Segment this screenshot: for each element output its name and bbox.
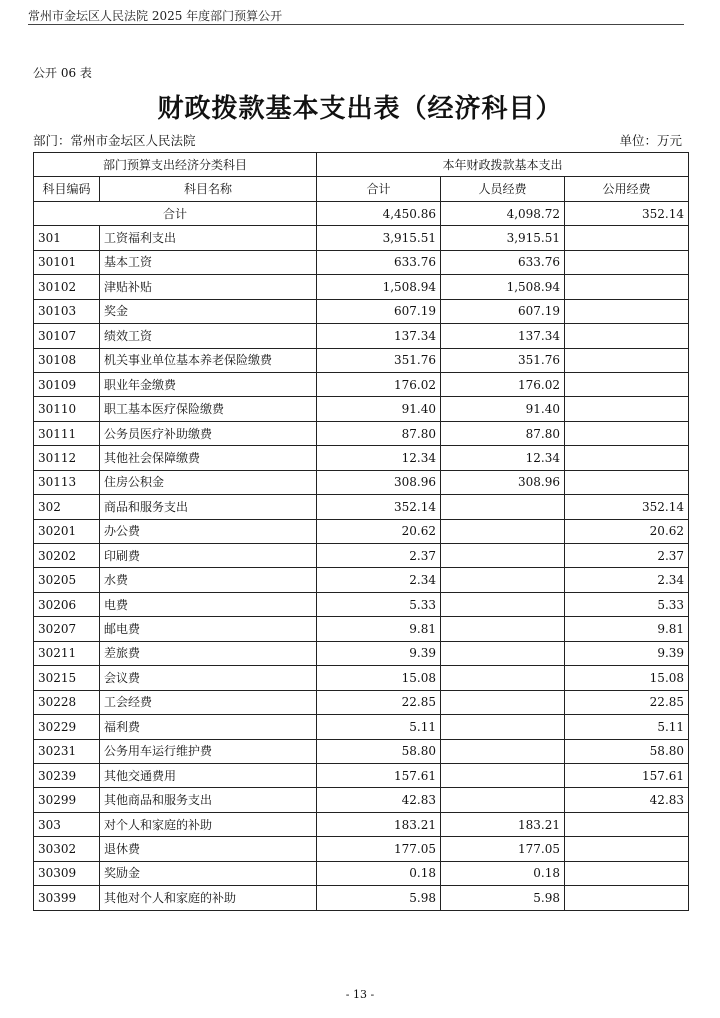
table-row (34, 470, 689, 494)
cell-name: 绩效工资 (100, 324, 317, 348)
cell-code: 30101 (34, 250, 100, 274)
cell-code: 30399 (34, 886, 100, 910)
cell-personnel (441, 641, 565, 665)
cell-public (565, 250, 689, 274)
cell-public (565, 812, 689, 836)
column-header-public: 公用经费 (565, 177, 689, 201)
cell-code: 30211 (34, 641, 100, 665)
cell-public (565, 299, 689, 323)
cell-total: 20.62 (317, 519, 441, 543)
cell-name: 职业年金缴费 (100, 372, 317, 396)
cell-personnel: 308.96 (441, 470, 565, 494)
cell-public (565, 226, 689, 250)
cell-name: 津贴补贴 (100, 275, 317, 299)
table-row (34, 739, 689, 763)
cell-name: 职工基本医疗保险缴费 (100, 397, 317, 421)
cell-total: 0.18 (317, 861, 441, 885)
cell-personnel: 91.40 (441, 397, 565, 421)
total-row-public: 352.14 (565, 201, 689, 225)
page-number: - 13 - (345, 988, 375, 1001)
cell-code: 301 (34, 226, 100, 250)
cell-code: 30108 (34, 348, 100, 372)
cell-public (565, 372, 689, 396)
cell-name: 机关事业单位基本养老保险缴费 (100, 348, 317, 372)
cell-public (565, 470, 689, 494)
cell-total: 176.02 (317, 372, 441, 396)
cell-personnel (441, 666, 565, 690)
table-row (34, 617, 689, 641)
cell-code: 30205 (34, 568, 100, 592)
cell-total: 42.83 (317, 788, 441, 812)
total-row-personnel: 4,098.72 (441, 201, 565, 225)
cell-personnel (441, 495, 565, 519)
cell-personnel (441, 690, 565, 714)
cell-code: 30102 (34, 275, 100, 299)
cell-code: 303 (34, 812, 100, 836)
cell-total: 1,508.94 (317, 275, 441, 299)
cell-public (565, 275, 689, 299)
table-row (34, 715, 689, 739)
cell-public (565, 446, 689, 470)
cell-public: 42.83 (565, 788, 689, 812)
column-header-personnel: 人员经费 (441, 177, 565, 201)
cell-name: 工会经费 (100, 690, 317, 714)
cell-public (565, 421, 689, 445)
table-row (34, 299, 689, 323)
cell-total: 9.81 (317, 617, 441, 641)
cell-total: 308.96 (317, 470, 441, 494)
cell-code: 302 (34, 495, 100, 519)
cell-name: 其他社会保障缴费 (100, 446, 317, 470)
cell-total: 5.33 (317, 592, 441, 616)
cell-personnel (441, 544, 565, 568)
cell-name: 其他交通费用 (100, 763, 317, 787)
cell-code: 30103 (34, 299, 100, 323)
cell-personnel: 5.98 (441, 886, 565, 910)
cell-name: 电费 (100, 592, 317, 616)
table-row (34, 568, 689, 592)
running-header: 常州市金坛区人民法院 2025 年度部门预算公开 (28, 9, 283, 23)
cell-personnel: 176.02 (441, 372, 565, 396)
cell-personnel: 87.80 (441, 421, 565, 445)
table-row (34, 592, 689, 616)
cell-name: 基本工资 (100, 250, 317, 274)
cell-total: 351.76 (317, 348, 441, 372)
cell-name: 邮电费 (100, 617, 317, 641)
table-row (34, 763, 689, 787)
cell-name: 对个人和家庭的补助 (100, 812, 317, 836)
cell-public: 2.37 (565, 544, 689, 568)
group-header-basic-expenditure: 本年财政拨款基本支出 (317, 153, 689, 177)
column-header-total: 合计 (317, 177, 441, 201)
table-row (34, 348, 689, 372)
table-row (34, 275, 689, 299)
cell-personnel: 12.34 (441, 446, 565, 470)
cell-public (565, 861, 689, 885)
cell-total: 91.40 (317, 397, 441, 421)
table-row (34, 495, 689, 519)
total-row-label: 合计 (34, 201, 317, 225)
budget-table (33, 152, 689, 911)
cell-code: 30228 (34, 690, 100, 714)
cell-personnel (441, 715, 565, 739)
cell-public (565, 348, 689, 372)
table-number: 公开 06 表 (33, 66, 92, 80)
cell-code: 30231 (34, 739, 100, 763)
table-row (34, 861, 689, 885)
cell-public: 352.14 (565, 495, 689, 519)
total-row-total: 4,450.86 (317, 201, 441, 225)
table-row (34, 519, 689, 543)
table-row (34, 666, 689, 690)
table-row (34, 690, 689, 714)
table-row (34, 641, 689, 665)
unit-label: 单位：万元 (619, 133, 682, 148)
cell-public: 5.33 (565, 592, 689, 616)
cell-code: 30206 (34, 592, 100, 616)
cell-total: 22.85 (317, 690, 441, 714)
cell-total: 633.76 (317, 250, 441, 274)
cell-code: 30109 (34, 372, 100, 396)
cell-code: 30111 (34, 421, 100, 445)
cell-personnel: 3,915.51 (441, 226, 565, 250)
cell-total: 137.34 (317, 324, 441, 348)
cell-public: 9.81 (565, 617, 689, 641)
cell-personnel (441, 739, 565, 763)
cell-total: 607.19 (317, 299, 441, 323)
table-row (34, 397, 689, 421)
cell-name: 工资福利支出 (100, 226, 317, 250)
cell-total: 15.08 (317, 666, 441, 690)
table-row (34, 250, 689, 274)
cell-public: 9.39 (565, 641, 689, 665)
cell-code: 30299 (34, 788, 100, 812)
cell-name: 奖金 (100, 299, 317, 323)
table-row (34, 788, 689, 812)
cell-total: 5.98 (317, 886, 441, 910)
cell-name: 公务用车运行维护费 (100, 739, 317, 763)
cell-personnel: 183.21 (441, 812, 565, 836)
cell-total: 177.05 (317, 837, 441, 861)
cell-personnel (441, 763, 565, 787)
cell-public: 58.80 (565, 739, 689, 763)
cell-public (565, 837, 689, 861)
table-row (34, 837, 689, 861)
cell-name: 会议费 (100, 666, 317, 690)
cell-code: 30239 (34, 763, 100, 787)
cell-total: 3,915.51 (317, 226, 441, 250)
header-divider (28, 24, 684, 25)
cell-name: 其他对个人和家庭的补助 (100, 886, 317, 910)
table-row (34, 812, 689, 836)
cell-public: 5.11 (565, 715, 689, 739)
table-row (34, 446, 689, 470)
table-row (34, 886, 689, 910)
cell-code: 30112 (34, 446, 100, 470)
cell-name: 商品和服务支出 (100, 495, 317, 519)
cell-personnel: 1,508.94 (441, 275, 565, 299)
table-row (34, 421, 689, 445)
cell-personnel: 177.05 (441, 837, 565, 861)
document-title: 财政拨款基本支出表（经济科目） (157, 94, 563, 124)
cell-name: 公务员医疗补助缴费 (100, 421, 317, 445)
cell-public (565, 886, 689, 910)
cell-personnel: 633.76 (441, 250, 565, 274)
cell-name: 办公费 (100, 519, 317, 543)
cell-total: 12.34 (317, 446, 441, 470)
cell-name: 退休费 (100, 837, 317, 861)
cell-total: 5.11 (317, 715, 441, 739)
cell-name: 其他商品和服务支出 (100, 788, 317, 812)
cell-public: 15.08 (565, 666, 689, 690)
cell-public: 22.85 (565, 690, 689, 714)
cell-total: 58.80 (317, 739, 441, 763)
cell-name: 住房公积金 (100, 470, 317, 494)
cell-total: 2.34 (317, 568, 441, 592)
cell-code: 30302 (34, 837, 100, 861)
cell-code: 30229 (34, 715, 100, 739)
cell-personnel: 0.18 (441, 861, 565, 885)
table-row (34, 324, 689, 348)
cell-total: 87.80 (317, 421, 441, 445)
cell-name: 福利费 (100, 715, 317, 739)
column-header-name: 科目名称 (100, 177, 317, 201)
cell-code: 30110 (34, 397, 100, 421)
cell-total: 183.21 (317, 812, 441, 836)
cell-total: 9.39 (317, 641, 441, 665)
cell-public: 2.34 (565, 568, 689, 592)
cell-code: 30309 (34, 861, 100, 885)
cell-public: 157.61 (565, 763, 689, 787)
cell-personnel (441, 617, 565, 641)
cell-code: 30202 (34, 544, 100, 568)
cell-total: 352.14 (317, 495, 441, 519)
cell-name: 印刷费 (100, 544, 317, 568)
cell-personnel: 607.19 (441, 299, 565, 323)
cell-code: 30201 (34, 519, 100, 543)
cell-total: 157.61 (317, 763, 441, 787)
cell-public: 20.62 (565, 519, 689, 543)
total-row (34, 201, 689, 225)
cell-code: 30113 (34, 470, 100, 494)
cell-code: 30215 (34, 666, 100, 690)
cell-name: 差旅费 (100, 641, 317, 665)
cell-personnel: 137.34 (441, 324, 565, 348)
cell-personnel (441, 592, 565, 616)
cell-personnel: 351.76 (441, 348, 565, 372)
cell-personnel (441, 788, 565, 812)
cell-personnel (441, 519, 565, 543)
table-row (34, 544, 689, 568)
cell-public (565, 324, 689, 348)
cell-name: 奖励金 (100, 861, 317, 885)
cell-code: 30107 (34, 324, 100, 348)
column-header-code: 科目编码 (34, 177, 100, 201)
table-row (34, 372, 689, 396)
table-row (34, 226, 689, 250)
department-label: 部门：常州市金坛区人民法院 (33, 133, 196, 148)
cell-public (565, 397, 689, 421)
cell-name: 水费 (100, 568, 317, 592)
cell-personnel (441, 568, 565, 592)
cell-code: 30207 (34, 617, 100, 641)
group-header-classification: 部门预算支出经济分类科目 (34, 153, 317, 177)
cell-total: 2.37 (317, 544, 441, 568)
